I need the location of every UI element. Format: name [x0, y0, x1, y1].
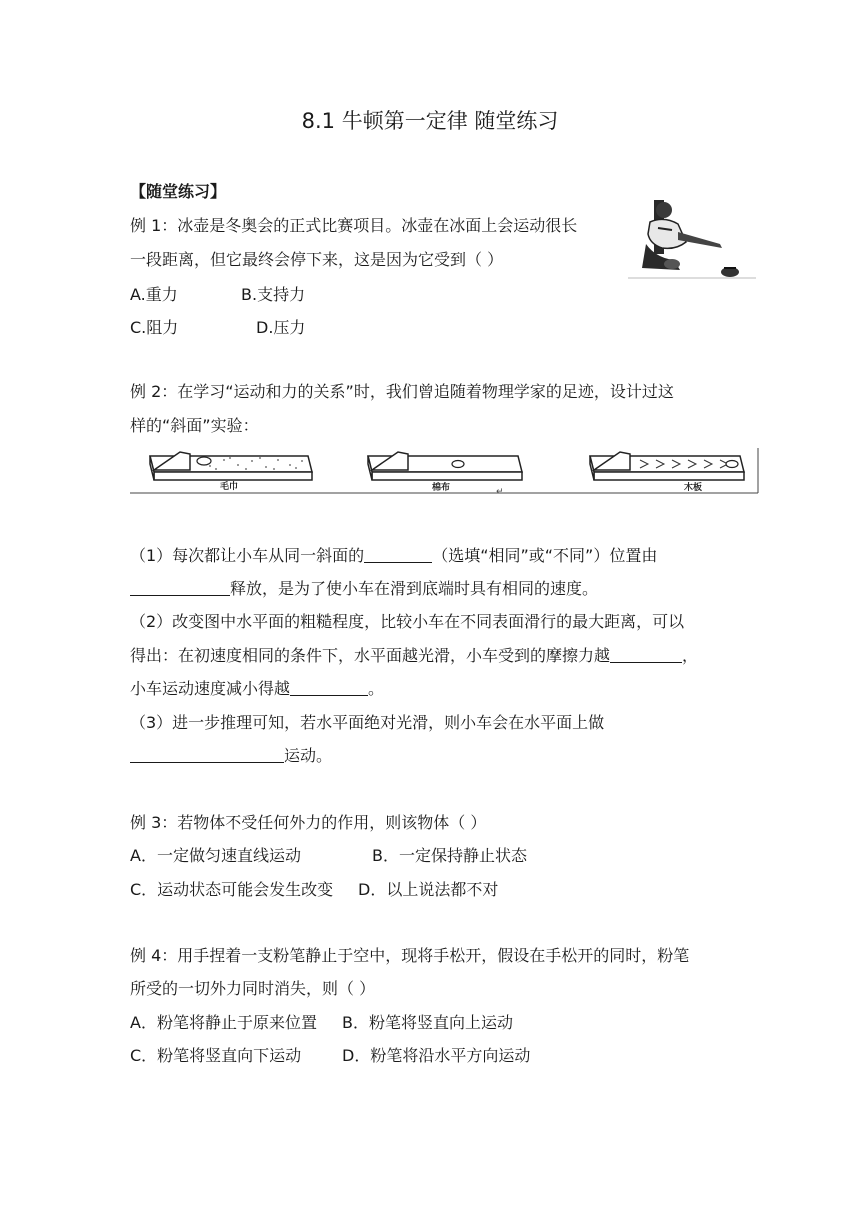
ex2-q2-line1: （2）改变图中水平面的粗糙程度，比较小车在不同表面滑行的最大距离，可以: [130, 612, 685, 631]
ex1-option-d: D.压力: [256, 318, 306, 337]
q2-blank-friction[interactable]: [610, 646, 682, 663]
ex2-q3-line2: 运动。: [130, 746, 332, 766]
ex3-option-d: D．以上说法都不对: [358, 880, 499, 899]
ex3-option-b: B．一定保持静止状态: [372, 846, 527, 865]
page-title: 8.1 牛顿第一定律 随堂练习: [301, 109, 559, 133]
q3-blank-motion[interactable]: [130, 746, 284, 763]
ex1-stem-line1: 例 1：冰壶是冬奥会的正式比赛项目。冰壶在冰面上会运动很长: [130, 216, 578, 235]
ex1-stem-line2: 一段距离，但它最终会停下来，这是因为它受到（ ）: [130, 250, 504, 269]
q1-blank-position[interactable]: [364, 546, 432, 563]
q1-blank-release[interactable]: [130, 579, 230, 596]
ex2-q1-line2: 释放，是为了使小车在滑到底端时具有相同的速度。: [130, 579, 598, 599]
ex3-option-a: A．一定做匀速直线运动: [130, 846, 301, 865]
incline-experiment-figure: [128, 446, 760, 496]
ex2-q2-line3: 小车运动速度减小得越 。: [130, 679, 385, 698]
section-header: 【随堂练习】: [130, 182, 227, 201]
towel-surface-panel: [150, 452, 312, 492]
ex3-option-c: C．运动状态可能会发生改变: [130, 880, 334, 899]
ex4-stem-line2: 所受的一切外力同时消失，则（ ）: [130, 979, 376, 998]
ex2-stem-line2: 样的“斜面”实验：: [130, 416, 259, 435]
ex4-option-d: D．粉笔将沿水平方向运动: [342, 1046, 531, 1065]
ex4-option-a: A．粉笔将静止于原来位置: [130, 1013, 317, 1032]
ex1-option-b: B.支持力: [241, 285, 306, 304]
ex1-option-a: A.重力: [130, 285, 178, 304]
ex2-q2-line2: 得出：在初速度相同的条件下，水平面越光滑，小车受到的摩擦力越 ，: [130, 646, 699, 665]
ex2-stem-line1: 例 2：在学习“运动和力的关系”时，我们曾追随着物理学家的足迹，设计过这: [130, 382, 674, 401]
cotton-surface-panel: [368, 452, 522, 496]
ex4-option-c: C．粉笔将竖直向下运动: [130, 1046, 302, 1065]
ex4-stem-line1: 例 4：用手捏着一支粉笔静止于空中，现将手松开，假设在手松开的同时，粉笔: [130, 946, 690, 965]
cotton-label: 棉布: [432, 483, 451, 493]
q2-blank-speed[interactable]: [290, 679, 368, 696]
ex2-q1-line1: （1）每次都让小车从同一斜面的 （选填“相同”或“不同”）位置由: [130, 546, 658, 565]
ex2-q3-line1: （3）进一步推理可知，若水平面绝对光滑，则小车会在水平面上做: [130, 713, 605, 732]
svg-text:↵: ↵: [496, 487, 504, 496]
curling-athlete-image: [628, 198, 756, 284]
wood-label: 木板: [684, 483, 703, 493]
ex3-stem: 例 3：若物体不受任何外力的作用，则该物体（ ）: [130, 813, 487, 832]
ex4-option-b: B．粉笔将竖直向上运动: [342, 1013, 513, 1032]
wood-surface-panel: [590, 452, 744, 493]
towel-label: 毛巾: [220, 482, 239, 492]
ex1-option-c: C.阻力: [130, 318, 179, 337]
